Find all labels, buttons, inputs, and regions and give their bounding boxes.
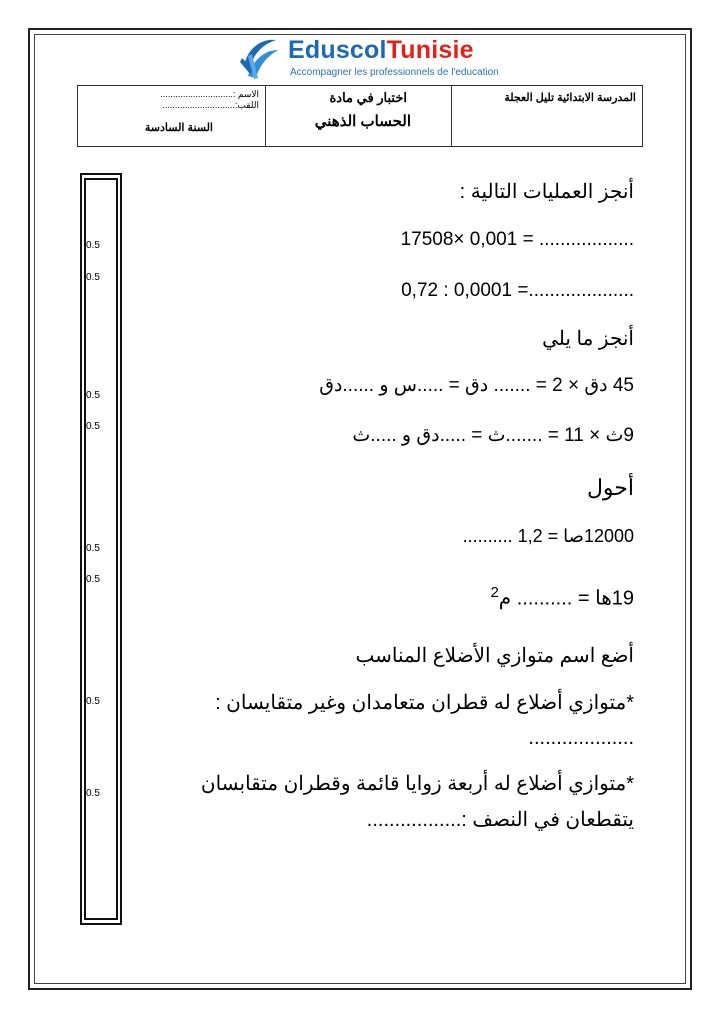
mark-s3-q1: 0.5 [86,543,100,554]
logo-swoosh-icon [238,36,280,80]
section4-question2-line2: يتقطعان في النصف :................. [366,809,634,831]
section1-title: أنجز العمليات التالية : [459,181,634,203]
logo-subtitle: Accompagner les professionnels de l'education [290,67,499,78]
section1-question2: 0,72 : 0,0001 =.................... [401,280,634,301]
mark-s2-q1: 0.5 [86,390,100,401]
school-cell [452,86,642,146]
mark-s2-q2: 0.5 [86,421,100,432]
section2-question1: 45 دق × 2 = ....... دق = .....س و ......دق [319,375,634,396]
section4-question2-line1: *متوازي أضلاع له أربعة زوايا قائمة وقطران متقابسان [200,773,634,795]
section3-question1: 12000صا = 1,2 .......... [462,526,634,546]
mark-s3-q2: 0.5 [86,574,100,585]
logo-title: EduscolTunisie [288,36,474,64]
surname-field-label: اللقب:............................. [162,100,259,110]
test-title-line1: اختبار في مادة [329,90,407,105]
section3-title: أحول [586,475,634,500]
header-table [77,85,643,147]
test-title-cell [266,86,452,146]
section4-question1-answer: ................... [528,727,634,749]
page-inner-border [34,34,686,984]
name-field-label: الاسم :............................. [160,89,259,99]
section3-question2: 19ها = .......... م$^2$ [490,584,634,610]
section4-title: أضع اسم متوازي الأضلاع المناسب [355,645,634,667]
student-info-cell [78,86,266,146]
mark-s4-q1: 0.5 [86,696,100,707]
mark-s1-q1: 0.5 [86,240,100,251]
section2-question2: 9ث × 11 = .......ث = .....دق و .....ث [352,425,634,446]
mark-s1-q2: 0.5 [86,272,100,283]
section1-question1: 17508× 0,001 = .................. [400,229,634,250]
section2-title: أنجز ما يلي [542,328,634,350]
school-name: المدرسة الابتدائية تليل العجلة [504,92,636,104]
section4-question1: *متوازي أضلاع له قطران متعامدان وغير متقايسان : [215,692,634,714]
grade-label: السنة السادسة [144,122,213,134]
eduscol-logo [238,36,508,82]
mark-s4-q2: 0.5 [86,788,100,799]
test-title-line2: الحساب الذهني [314,113,411,130]
